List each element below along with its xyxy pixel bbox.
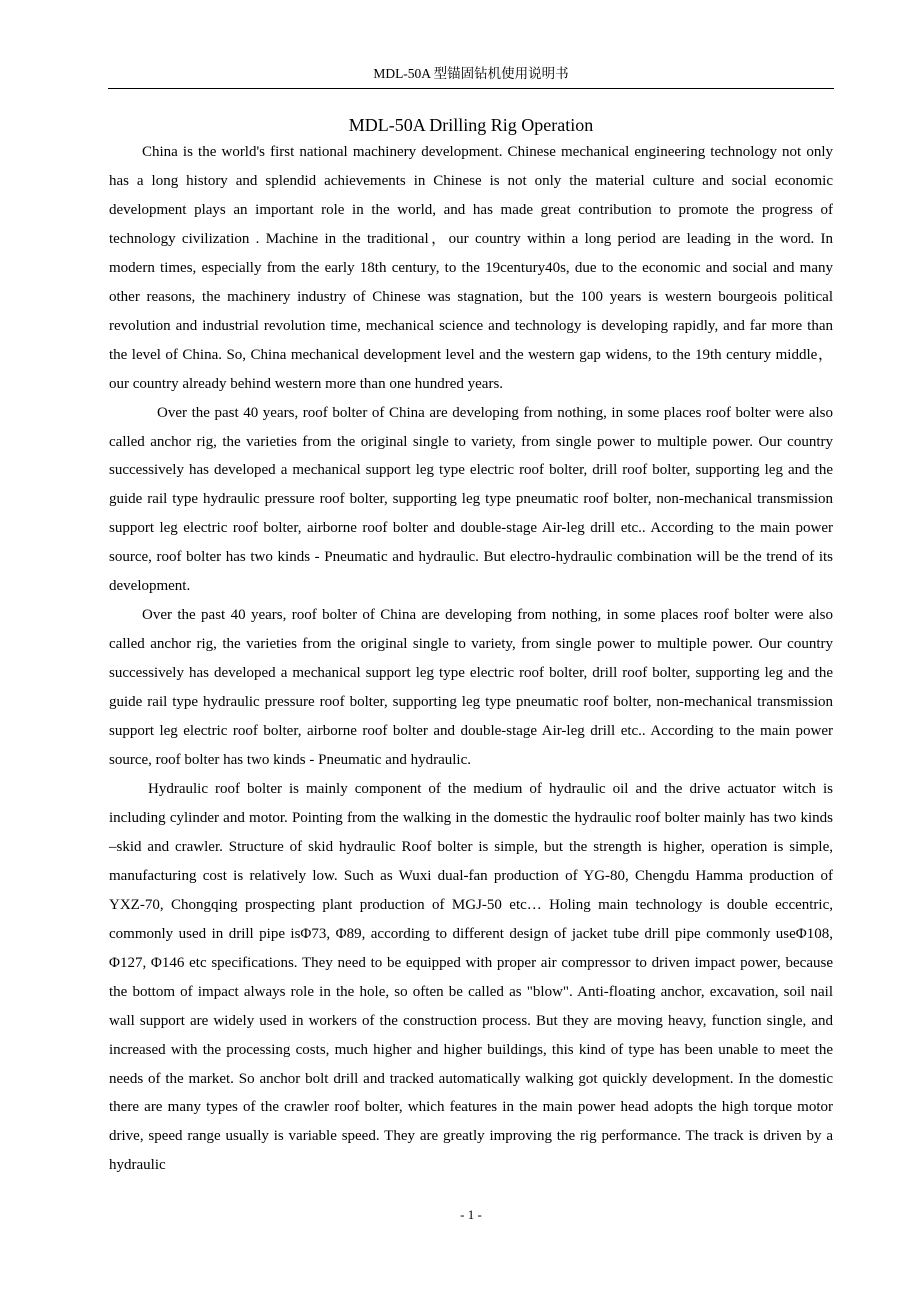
- paragraph-3: Over the past 40 years, roof bolter of China are developing from nothing, in some places roof bolter were also called anchor rig, the varieties from the original single to variety, from single power to multiple power. Our country successively has developed a mechanical support leg type electric roof bolter, drill roof bolter, supporting leg and the guide rail type hydraulic pressure roof bolter, supporting leg type pneumatic roof bolter, non-mechanical transmission support leg electric roof bolter, airborne roof bolter and double-stage Air-leg drill etc.. According to the main power source, roof bolter has two kinds - Pneumatic and hydraulic.: [109, 607, 833, 769]
- paragraph-1: China is the world's first national machinery development. Chinese mechanical engineering technology not only has a long history and splendid achievements in Chinese is not only the material culture and social economic development plays an important role in the world, and has made great contribution to promote the progress of technology civilization . Machine in the traditional，our country within a long period are leading in the word. In modern times, especially from the early 18th century, to the 19century40s, due to the economic and social and many other reasons, the machinery industry of Chinese was stagnation, but the 100 years is western bourgeois political revolution and industrial revolution time, mechanical science and technology is developing rapidly, and far more than the level of China. So, China mechanical development level and the western gap widens, to the 19th century middle， our country already behind western more than one hundred years.: [109, 144, 833, 392]
- paragraph-4: Hydraulic roof bolter is mainly component of the medium of hydraulic oil and the drive actuator witch is including cylinder and motor. Pointing from the walking in the domestic the hydraulic roof bolter mainly has two kinds –skid and crawler. Structure of skid hydraulic Roof bolter is simple, but the strength is higher, operation is simple, manufacturing cost is relatively low. Such as Wuxi dual-fan production of YG-80, Chengdu Hamma production of YXZ-70, Chongqing prospecting plant production of MGJ-50 etc… Holing main technology is double eccentric, commonly used in drill pipe isΦ73, Φ89, according to different design of jacket tube drill pipe commonly useΦ108, Φ127, Φ146 etc specifications. They need to be equipped with proper air compressor to driven impact power, because the bottom of impact always role in the hole, so often be called as "blow". Anti-floating anchor, excavation, soil nail wall support are widely used in workers of the construction process. But they are moving heavy, function single, and increased with the processing costs, much higher and higher buildings, this kind of type has been unable to meet the needs of the market. So anchor bolt drill and tracked automatically walking got quickly development. In the domestic there are many types of the crawler roof bolter, which features in the main power head adopts the high torque motor drive, speed range usually is variable speed. They are greatly improving the rig performance. The track is driven by a hydraulic: [109, 780, 833, 1174]
- running-header: MDL-50A 型锚固钻机使用说明书: [373, 66, 569, 81]
- header-divider: [108, 88, 834, 89]
- document-title: MDL-50A Drilling Rig Operation: [348, 115, 594, 135]
- page-number: - 1 -: [460, 1207, 482, 1222]
- paragraph-2: Over the past 40 years, roof bolter of China are developing from nothing, in some places roof bolter were also called anchor rig, the varieties from the original single to variety, from single power to multiple power. Our country successively has developed a mechanical support leg type electric roof bolter, drill roof bolter, supporting leg and the guide rail type hydraulic pressure roof bolter, supporting leg type pneumatic roof bolter, non-mechanical transmission support leg electric roof bolter, airborne roof bolter and double-stage Air-leg drill etc.. According to the main power source, roof bolter has two kinds - Pneumatic and hydraulic. But electro-hydraulic combination will be the trend of its development.: [109, 404, 833, 595]
- document-body: [109, 138, 833, 1180]
